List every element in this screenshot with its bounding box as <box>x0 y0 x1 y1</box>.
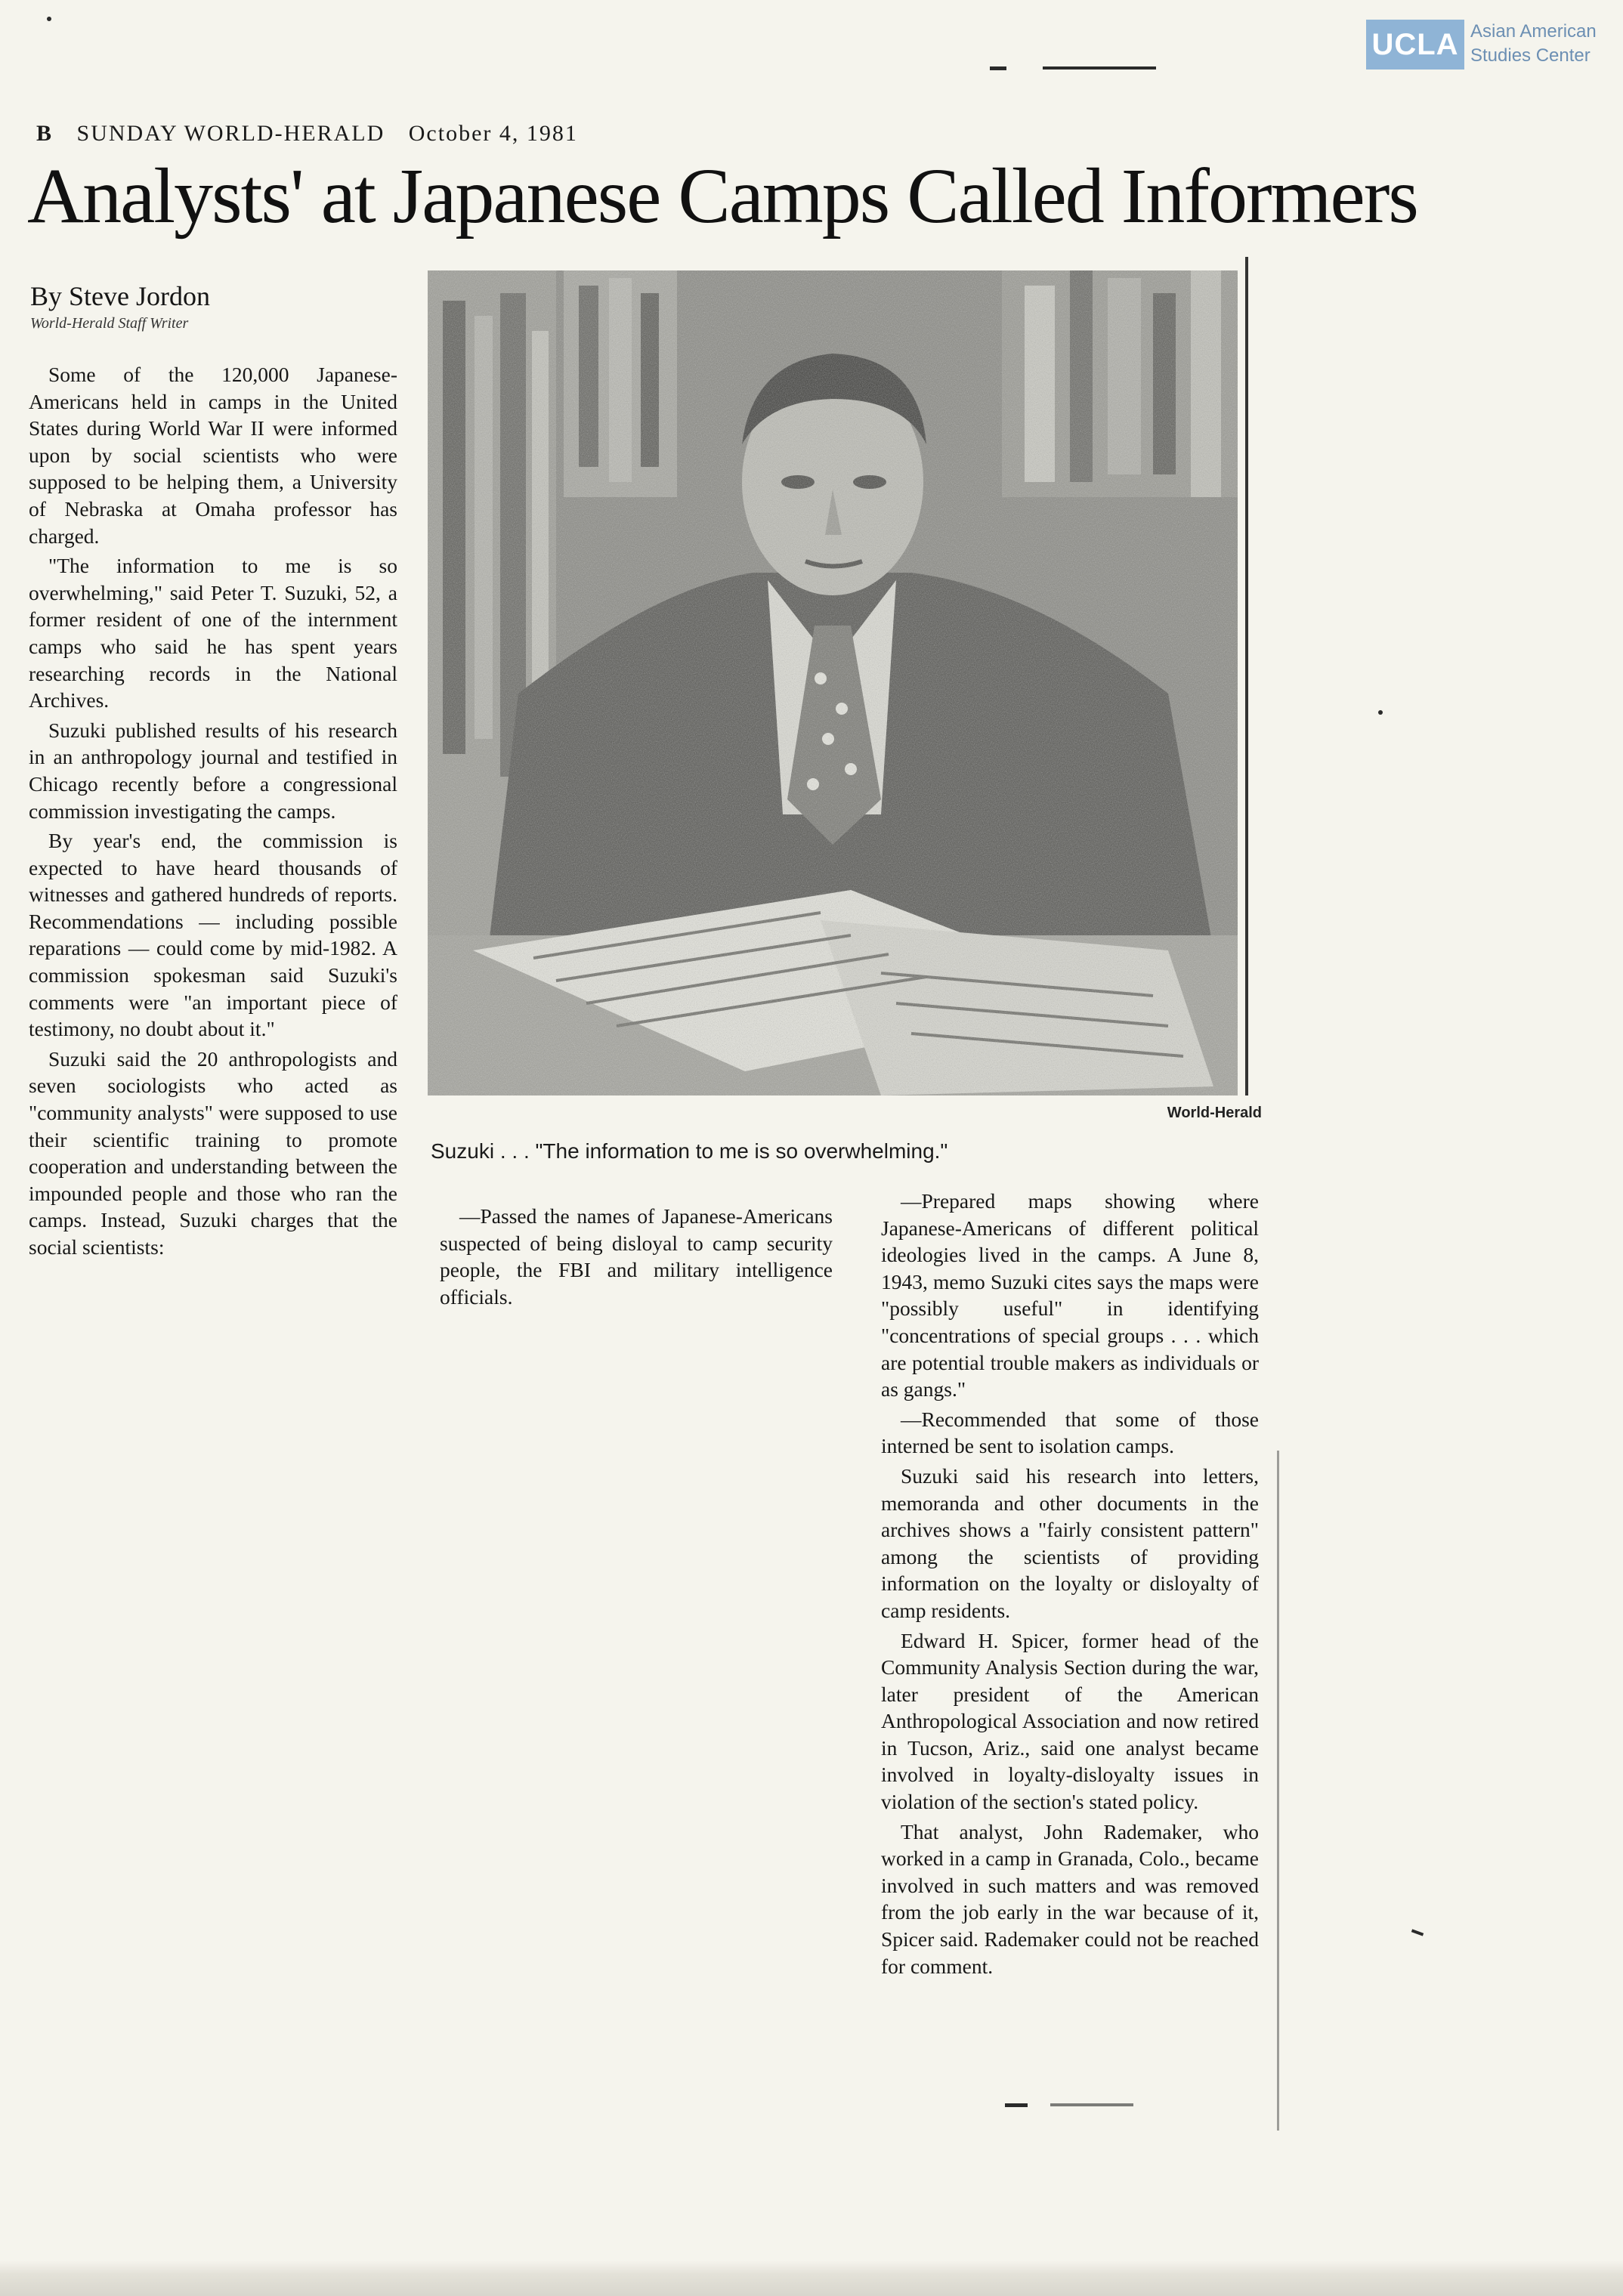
byline <box>30 280 408 334</box>
paragraph: —Recommended that some of those interned be sent to isolation camps. <box>881 1407 1259 1458</box>
article-column-middle <box>440 1203 833 1313</box>
scan-dot <box>47 17 51 21</box>
paragraph: Suzuki said the 20 anthropologists and seven sociologists who acted as "community analysts" were supposed to use their scientific training to promote cooperation and understanding between the impounded people and those who ran the camps. Instead, Suzuki charges that the social scientists: <box>29 1046 397 1259</box>
clipping-edge-rule <box>1277 1451 1279 2131</box>
article-column-right <box>881 1188 1259 1982</box>
portrait-photo <box>428 270 1238 1095</box>
scan-dash <box>1050 2103 1133 2106</box>
ucla-logo-text: UCLA <box>1371 27 1459 61</box>
studies-center-line1: Asian American <box>1470 21 1597 42</box>
scan-dash <box>1005 2103 1028 2107</box>
studies-center-line2: Studies Center <box>1470 45 1591 66</box>
paragraph: Suzuki published results of his research in an anthropology journal and testified in Chicago recently before a congressional commission investigating the camps. <box>29 718 397 823</box>
photo-credit: World-Herald <box>1167 1105 1262 1121</box>
scan-dash <box>990 66 1006 70</box>
headline: Analysts' at Japanese Camps Called Informers <box>27 153 1417 239</box>
scan-dot <box>1411 1929 1424 1936</box>
scan-dot <box>1378 710 1383 715</box>
studies-center-label <box>1470 20 1621 68</box>
scan-bottom-edge <box>0 2260 1623 2296</box>
masthead <box>36 121 595 147</box>
issue-date: October 4, 1981 <box>408 121 578 146</box>
paragraph: —Prepared maps showing where Japanese-Americans of different political ideologies lived in the camps. A June 8, 1943, memo Suzuki cites says the maps were "possibly useful" in identifying "concentrations of special groups . . . which are potential trouble makers as individuals or as gangs." <box>881 1189 1259 1401</box>
page-letter: B <box>36 121 54 146</box>
article-column-left <box>29 361 397 1264</box>
paragraph: Some of the 120,000 Japanese-Americans held in camps in the United States during World War II were informed upon by social scientists who were supposed to be helping them, a University of Nebraska at Omaha professor has charged. <box>29 363 397 548</box>
ucla-logo <box>1366 20 1464 70</box>
paragraph: By year's end, the commission is expected to have heard thousands of witnesses and gathered hundreds of reports. Recommendations — including possible reparations — could come by mid-1982. A commission spokesman said Suzuki's comments were "an important piece of testimony, no doubt about it." <box>29 829 397 1041</box>
scan-dash <box>1043 66 1156 70</box>
portrait-illustration <box>428 270 1238 1095</box>
column-rule <box>1245 257 1248 1095</box>
photo-caption: Suzuki . . . "The information to me is so overwhelming." <box>431 1139 948 1163</box>
paragraph: Suzuki said his research into letters, memoranda and other documents in the archives shows a "fairly consistent pattern" among the scientists of providing information on the loyalty or disloyalty of camp residents. <box>881 1463 1259 1622</box>
paragraph: —Passed the names of Japanese-Americans suspected of being disloyal to camp security people, the FBI and military intelligence officials. <box>440 1204 833 1309</box>
byline-author: By Steve Jordon <box>30 281 210 311</box>
byline-role: World-Herald Staff Writer <box>30 315 189 332</box>
paragraph: "The information to me is so overwhelming," said Peter T. Suzuki, 52, a former resident of one of the internment camps who said he has spent years researching records in the National Archives. <box>29 554 397 712</box>
paragraph: That analyst, John Rademaker, who worked in a camp in Granada, Colo., became involved in such matters and was removed from the job early in the war because of it, Spicer said. Rademaker could not be reached for comment. <box>881 1819 1259 1978</box>
newspaper-name: SUNDAY WORLD-HERALD <box>76 121 385 146</box>
paragraph: Edward H. Spicer, former head of the Community Analysis Section during the war, later president of the American Anthropological Association and now retired in Tucson, Ariz., said one analyst became involved in loyalty-disloyalty issues in violation of the section's stated policy. <box>881 1628 1259 1814</box>
